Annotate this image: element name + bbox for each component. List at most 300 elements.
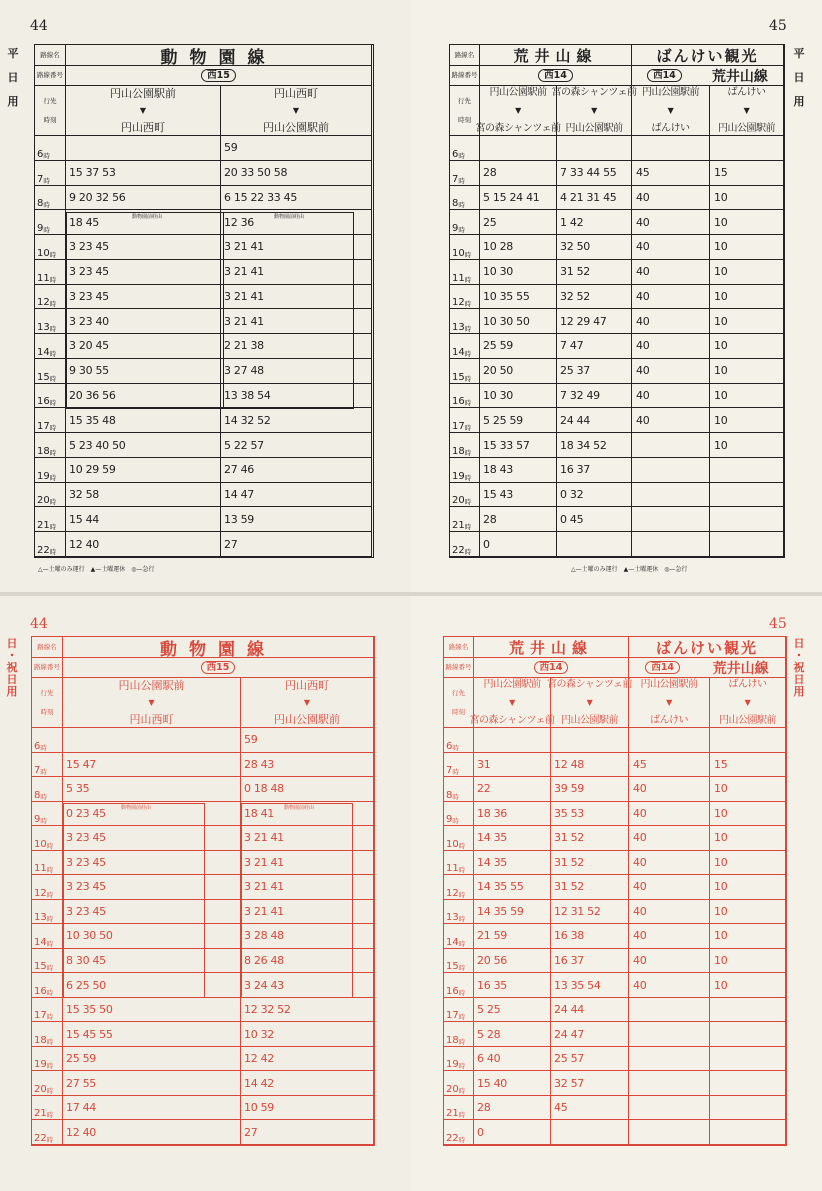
hour-cell — [444, 973, 474, 998]
hour-unit: 時 — [464, 349, 472, 358]
hour-value: 7 — [446, 765, 453, 777]
departure-minutes-outbound: 22 — [474, 777, 551, 802]
hour-value: 20 — [37, 495, 50, 507]
departure-minutes-outbound: 6 40 — [474, 1047, 551, 1072]
departure-minutes-inbound: 3 24 43 — [241, 973, 374, 998]
departure-minutes-inbound — [710, 728, 786, 753]
departure-minutes-outbound: 40 — [632, 235, 710, 260]
direction-arrow-icon: ▼ — [586, 697, 593, 707]
departure-minutes-outbound: 14 35 — [474, 851, 551, 876]
departure-minutes-inbound: 45 — [551, 1096, 629, 1121]
hour-value: 16 — [34, 985, 47, 997]
direction-arrow-icon: ▼ — [303, 697, 311, 707]
page-number: 45 — [769, 616, 787, 632]
hour-cell — [450, 161, 480, 186]
departure-minutes-inbound — [710, 1096, 786, 1121]
departure-minutes-outbound — [629, 1071, 710, 1096]
departure-minutes-outbound: 9 20 32 56 — [66, 186, 221, 211]
hour-value: 18 — [37, 445, 50, 457]
departure-minutes-inbound: 10 — [710, 875, 786, 900]
hour-unit: 時 — [458, 1013, 466, 1022]
hour-unit: 時 — [49, 325, 57, 334]
departure-minutes-outbound — [632, 507, 710, 532]
direction-origin: ばんけい — [727, 87, 766, 98]
route-number — [66, 66, 372, 86]
departure-minutes-inbound: 31 52 — [551, 851, 629, 876]
via-zoo-note: 動物園前経由 — [132, 213, 163, 220]
hour-cell — [32, 1071, 63, 1096]
hour-unit: 時 — [40, 792, 47, 801]
hour-unit: 時 — [458, 176, 465, 185]
route-number — [474, 658, 629, 678]
departure-minutes-inbound: 14 42 — [241, 1071, 374, 1096]
departure-minutes-inbound: 10 — [710, 334, 784, 359]
hour-cell — [450, 186, 480, 211]
departure-minutes-outbound: 14 35 59 — [474, 900, 551, 925]
hour-unit: 時 — [464, 325, 472, 334]
direction-header-inbound — [551, 86, 637, 136]
hour-label: 時刻 — [452, 707, 465, 716]
departure-minutes-outbound: 3 23 45 — [63, 826, 241, 851]
hour-unit: 時 — [46, 1135, 54, 1144]
departure-minutes-outbound: 40 — [632, 260, 710, 285]
departure-minutes-outbound: 10 30 50 — [480, 309, 557, 334]
departure-minutes-inbound: 12 32 52 — [241, 998, 374, 1023]
departure-minutes-outbound — [629, 1022, 710, 1047]
hour-unit: 時 — [40, 768, 47, 777]
departure-minutes-inbound: 7 32 49 — [557, 384, 632, 409]
hour-unit: 時 — [464, 250, 472, 259]
hour-cell — [32, 900, 63, 925]
hour-label: 時刻 — [40, 707, 54, 716]
hour-value: 11 — [446, 863, 459, 875]
departure-minutes-inbound: 27 — [241, 1120, 374, 1145]
hour-cell — [35, 309, 66, 334]
departure-minutes-inbound: 10 — [710, 235, 784, 260]
direction-origin: 円山公園駅前 — [110, 87, 176, 100]
hour-value: 22 — [37, 544, 50, 556]
hour-unit: 時 — [49, 349, 57, 358]
hour-value: 8 — [446, 789, 453, 801]
direction-origin: ばんけい — [728, 679, 767, 690]
departure-minutes-outbound: 40 — [632, 384, 710, 409]
departure-minutes-inbound: 3 21 41 — [221, 285, 372, 310]
hour-cell — [450, 309, 480, 334]
route-title: 動物園線 — [66, 45, 372, 66]
hour-unit: 時 — [40, 817, 47, 826]
hour-unit: 時 — [452, 792, 459, 801]
departure-minutes-outbound: 18 36 — [474, 802, 551, 827]
hour-cell — [450, 359, 480, 384]
departure-minutes-outbound: 14 35 55 — [474, 875, 551, 900]
hour-value: 15 — [452, 371, 465, 383]
hour-value: 19 — [452, 470, 465, 482]
hour-unit: 時 — [46, 1086, 54, 1095]
hour-cell — [32, 802, 63, 827]
departure-minutes-inbound — [551, 728, 629, 753]
dest-label: 行先 — [43, 96, 57, 105]
hour-cell — [32, 973, 63, 998]
departure-minutes-outbound: 31 — [474, 753, 551, 778]
departure-minutes-inbound: 59 — [221, 136, 372, 161]
departure-minutes-outbound: 14 35 — [474, 826, 551, 851]
via-zoo-note: 動物園前経由 — [121, 804, 152, 811]
dest-label: 行先 — [452, 688, 465, 697]
hour-value: 6 — [446, 740, 453, 752]
hour-unit: 時 — [458, 1062, 466, 1071]
departure-minutes-inbound — [710, 532, 784, 557]
departure-minutes-outbound: 25 59 — [63, 1047, 241, 1072]
hour-cell — [32, 851, 63, 876]
hour-unit: 時 — [464, 374, 472, 383]
departure-minutes-outbound: 15 40 — [474, 1071, 551, 1096]
hour-value: 8 — [452, 198, 459, 210]
departure-minutes-outbound: 40 — [632, 334, 710, 359]
departure-minutes-inbound — [710, 136, 784, 161]
hour-cell — [444, 1047, 474, 1072]
route-name-label: 路線名 — [444, 637, 474, 658]
hour-cell — [35, 136, 66, 161]
departure-minutes-outbound: 40 — [629, 949, 710, 974]
departure-minutes-outbound: 12 40 — [63, 1120, 241, 1145]
hour-unit: 時 — [458, 841, 466, 850]
departure-minutes-inbound: 24 44 — [557, 408, 632, 433]
departure-minutes-outbound: 12 40 — [66, 532, 221, 557]
route-name-label: 路線名 — [35, 45, 66, 66]
departure-minutes-inbound: 8 26 48 — [241, 949, 374, 974]
hour-unit: 時 — [458, 201, 465, 210]
hour-value: 17 — [37, 421, 50, 433]
hour-unit: 時 — [46, 1062, 54, 1071]
hour-unit: 時 — [40, 743, 47, 752]
route-number-badge: 西14 — [534, 661, 569, 674]
hour-value: 14 — [37, 346, 50, 358]
direction-header-inbound — [547, 678, 632, 728]
hour-cell — [444, 900, 474, 925]
hour-unit: 時 — [43, 151, 50, 160]
departure-minutes-inbound: 10 — [710, 924, 786, 949]
direction-origin: 円山公園駅前 — [483, 679, 541, 690]
departure-minutes-outbound — [632, 532, 710, 557]
hour-value: 15 — [37, 371, 50, 383]
hour-unit: 時 — [46, 939, 54, 948]
hour-unit: 時 — [458, 1037, 466, 1046]
direction-header-outbound — [66, 86, 221, 136]
direction-destination: 円山西町 — [121, 121, 165, 134]
departure-minutes-outbound: 40 — [629, 973, 710, 998]
departure-minutes-outbound: 15 47 — [63, 753, 241, 778]
hour-cell — [444, 826, 474, 851]
hour-cell — [32, 998, 63, 1023]
hour-value: 22 — [34, 1132, 47, 1144]
hour-unit: 時 — [464, 424, 472, 433]
hour-value: 7 — [37, 173, 44, 185]
departure-minutes-inbound: 10 — [710, 900, 786, 925]
departure-minutes-outbound: 17 44 — [63, 1096, 241, 1121]
route-title: 荒井山線 — [474, 637, 629, 658]
hour-cell — [32, 1120, 63, 1145]
dest-hour-label — [35, 86, 66, 136]
departure-minutes-outbound: 0 — [474, 1120, 551, 1145]
direction-arrow-icon: ▼ — [139, 105, 147, 115]
page-number: 44 — [30, 616, 48, 632]
hour-value: 8 — [37, 198, 44, 210]
departure-minutes-outbound: 3 23 45 — [63, 851, 241, 876]
departure-minutes-outbound: 15 33 57 — [480, 433, 557, 458]
direction-arrow-icon: ▼ — [148, 697, 155, 707]
legend-note: △—土曜のみ運行 ▲—土曜運休 ◎—急行 — [571, 566, 688, 573]
departure-minutes-outbound: 10 35 55 — [480, 285, 557, 310]
hour-cell — [32, 728, 63, 753]
hour-unit: 時 — [452, 817, 459, 826]
hour-cell — [444, 1071, 474, 1096]
hour-unit: 時 — [458, 866, 466, 875]
departure-minutes-outbound: 6 25 50 — [63, 973, 241, 998]
hour-unit: 時 — [49, 399, 57, 408]
direction-origin: 円山西町 — [274, 87, 318, 100]
hour-value: 21 — [37, 520, 50, 532]
hour-cell — [450, 483, 480, 508]
hour-value: 15 — [34, 961, 47, 973]
departure-minutes-outbound: 45 — [632, 161, 710, 186]
hour-cell — [444, 1120, 474, 1145]
hour-unit: 時 — [49, 523, 57, 532]
direction-header-inbound — [241, 678, 374, 728]
hour-label: 時刻 — [43, 115, 57, 124]
departure-minutes-outbound: 5 15 24 41 — [480, 186, 557, 211]
departure-minutes-inbound: 13 38 54 — [221, 384, 372, 409]
route-number-label: 路線番号 — [444, 658, 474, 678]
hour-unit: 時 — [46, 915, 54, 924]
hour-cell — [444, 949, 474, 974]
departure-minutes-outbound: 20 56 — [474, 949, 551, 974]
hour-unit: 時 — [458, 226, 465, 235]
hour-cell — [444, 1022, 474, 1047]
departure-minutes-outbound: 3 23 45 — [63, 875, 241, 900]
hour-value: 21 — [34, 1108, 47, 1120]
hour-cell — [444, 998, 474, 1023]
departure-minutes-inbound: 10 — [710, 309, 784, 334]
departure-minutes-inbound: 32 57 — [551, 1071, 629, 1096]
departure-minutes-outbound: 10 29 59 — [66, 458, 221, 483]
departure-minutes-outbound — [632, 433, 710, 458]
departure-minutes-inbound: 24 44 — [551, 998, 629, 1023]
hour-value: 22 — [446, 1132, 459, 1144]
hour-value: 17 — [34, 1010, 47, 1022]
hour-value: 20 — [452, 495, 465, 507]
departure-minutes-inbound: 3 21 41 — [221, 235, 372, 260]
departure-minutes-outbound: 5 25 — [474, 998, 551, 1023]
hour-cell — [450, 408, 480, 433]
departure-minutes-inbound: 16 38 — [551, 924, 629, 949]
departure-minutes-inbound: 14 47 — [221, 483, 372, 508]
hour-unit: 時 — [464, 448, 472, 457]
departure-minutes-inbound — [557, 532, 632, 557]
departure-minutes-inbound: 0 32 — [557, 483, 632, 508]
weekday-side-label: 平 日 用 — [7, 47, 19, 108]
direction-destination: ばんけい — [651, 123, 690, 134]
departure-minutes-inbound: 3 21 41 — [241, 900, 374, 925]
departure-minutes-outbound — [66, 136, 221, 161]
hour-unit: 時 — [464, 399, 472, 408]
hour-cell — [444, 851, 474, 876]
direction-destination: ばんけい — [650, 715, 688, 726]
hour-unit: 時 — [43, 176, 50, 185]
departure-minutes-outbound — [629, 728, 710, 753]
page-number: 45 — [769, 18, 787, 34]
hour-cell — [35, 408, 66, 433]
departure-minutes-inbound: 10 — [710, 359, 784, 384]
hour-value: 18 — [452, 445, 465, 457]
hour-value: 7 — [34, 765, 41, 777]
departure-minutes-inbound: 12 36 — [221, 210, 372, 235]
hour-value: 19 — [37, 470, 50, 482]
hour-cell — [450, 210, 480, 235]
departure-minutes-outbound: 15 37 53 — [66, 161, 221, 186]
hour-value: 16 — [37, 396, 50, 408]
departure-minutes-inbound: 27 — [221, 532, 372, 557]
hour-cell — [35, 210, 66, 235]
departure-minutes-outbound: 18 43 — [480, 458, 557, 483]
hour-unit: 時 — [49, 300, 57, 309]
route-number-label: 路線番号 — [32, 658, 63, 678]
departure-minutes-outbound: 40 — [632, 210, 710, 235]
departure-minutes-outbound: 40 — [629, 924, 710, 949]
hour-cell — [444, 875, 474, 900]
hour-unit: 時 — [46, 988, 54, 997]
hour-value: 9 — [34, 814, 41, 826]
hour-unit: 時 — [458, 964, 466, 973]
hour-value: 19 — [34, 1059, 47, 1071]
hour-value: 12 — [446, 887, 459, 899]
dest-hour-label — [32, 678, 63, 728]
departure-minutes-inbound: 10 — [710, 802, 786, 827]
hour-unit: 時 — [49, 498, 57, 507]
page-number: 44 — [30, 18, 48, 34]
hour-value: 8 — [34, 789, 41, 801]
departure-minutes-outbound — [632, 458, 710, 483]
route-number — [480, 66, 632, 86]
departure-minutes-inbound: 10 — [710, 186, 784, 211]
hour-value: 15 — [446, 961, 459, 973]
departure-minutes-inbound: 6 15 22 33 45 — [221, 186, 372, 211]
departure-minutes-outbound: 5 28 — [474, 1022, 551, 1047]
hour-unit: 時 — [49, 374, 57, 383]
departure-minutes-inbound — [710, 1047, 786, 1072]
departure-minutes-outbound: 40 — [629, 826, 710, 851]
direction-destination: 宮の森シャンツェ前 — [475, 123, 561, 134]
hour-value: 14 — [34, 936, 47, 948]
departure-minutes-inbound: 12 29 47 — [557, 309, 632, 334]
route-title: ばんけい観光 — [632, 45, 784, 66]
direction-header-outbound — [632, 86, 710, 136]
holiday-side-label: 日 ・ 祝 日 用 — [793, 637, 805, 698]
hour-cell — [35, 334, 66, 359]
direction-arrow-icon: ▼ — [743, 105, 750, 115]
departure-minutes-outbound: 25 59 — [480, 334, 557, 359]
direction-header-inbound — [221, 86, 372, 136]
hour-cell — [35, 507, 66, 532]
route-number-badge: 西14 — [645, 661, 680, 674]
hour-value: 20 — [446, 1083, 459, 1095]
hour-unit: 時 — [458, 915, 466, 924]
direction-header-outbound — [63, 678, 241, 728]
direction-destination: 円山公園駅前 — [718, 123, 775, 134]
hour-unit: 時 — [49, 250, 57, 259]
departure-minutes-inbound: 4 21 31 45 — [557, 186, 632, 211]
departure-minutes-inbound: 0 18 48 — [241, 777, 374, 802]
departure-minutes-outbound: 5 23 40 50 — [66, 433, 221, 458]
departure-minutes-inbound — [710, 483, 784, 508]
direction-destination: 円山公園駅前 — [565, 123, 623, 134]
departure-minutes-inbound — [710, 1022, 786, 1047]
departure-minutes-inbound: 31 52 — [551, 875, 629, 900]
departure-minutes-outbound — [632, 136, 710, 161]
departure-minutes-inbound: 18 41 — [241, 802, 374, 827]
departure-minutes-inbound: 15 — [710, 161, 784, 186]
departure-minutes-outbound: 3 20 45 — [66, 334, 221, 359]
departure-minutes-outbound: 3 23 45 — [66, 285, 221, 310]
departure-minutes-inbound: 25 37 — [557, 359, 632, 384]
departure-minutes-inbound: 10 59 — [241, 1096, 374, 1121]
hour-unit: 時 — [452, 743, 459, 752]
departure-minutes-inbound: 10 32 — [241, 1022, 374, 1047]
hour-value: 13 — [34, 912, 47, 924]
via-zoo-note: 動物園前経由 — [274, 213, 305, 220]
hour-cell — [450, 235, 480, 260]
direction-header-outbound — [475, 86, 561, 136]
hour-unit: 時 — [46, 890, 54, 899]
departure-minutes-inbound — [710, 507, 784, 532]
departure-minutes-outbound: 15 35 48 — [66, 408, 221, 433]
departure-minutes-outbound: 40 — [632, 359, 710, 384]
departure-minutes-outbound: 8 30 45 — [63, 949, 241, 974]
departure-minutes-outbound: 40 — [629, 851, 710, 876]
departure-minutes-inbound: 10 — [710, 777, 786, 802]
direction-origin: 円山公園駅前 — [642, 87, 699, 98]
direction-origin: 円山公園駅前 — [489, 87, 547, 98]
departure-minutes-outbound — [629, 1120, 710, 1145]
departure-minutes-inbound: 10 — [710, 408, 784, 433]
hour-unit: 時 — [46, 1111, 54, 1120]
direction-header-inbound — [710, 86, 784, 136]
direction-arrow-icon: ▼ — [667, 105, 674, 115]
direction-origin: 宮の森シャンツェ前 — [547, 679, 632, 690]
departure-minutes-outbound: 20 50 — [480, 359, 557, 384]
hour-value: 6 — [452, 148, 459, 160]
hour-value: 20 — [34, 1083, 47, 1095]
departure-minutes-outbound: 0 — [480, 532, 557, 557]
zoo-line-holiday-table — [31, 636, 375, 1146]
hour-label: 時刻 — [458, 115, 471, 124]
hour-value: 14 — [452, 346, 465, 358]
departure-minutes-outbound: 40 — [629, 900, 710, 925]
route-title: 動物園線 — [63, 637, 374, 658]
departure-minutes-inbound: 32 52 — [557, 285, 632, 310]
hour-value: 10 — [34, 838, 47, 850]
hour-value: 18 — [446, 1034, 459, 1046]
departure-minutes-inbound: 10 — [710, 973, 786, 998]
departure-minutes-outbound: 28 — [474, 1096, 551, 1121]
hour-value: 11 — [452, 272, 465, 284]
departure-minutes-outbound: 40 — [632, 408, 710, 433]
departure-minutes-outbound — [480, 136, 557, 161]
departure-minutes-outbound: 3 23 45 — [66, 235, 221, 260]
departure-minutes-inbound: 13 59 — [221, 507, 372, 532]
departure-minutes-inbound: 20 33 50 58 — [221, 161, 372, 186]
route-number-label: 路線番号 — [450, 66, 480, 86]
departure-minutes-inbound: 16 37 — [551, 949, 629, 974]
